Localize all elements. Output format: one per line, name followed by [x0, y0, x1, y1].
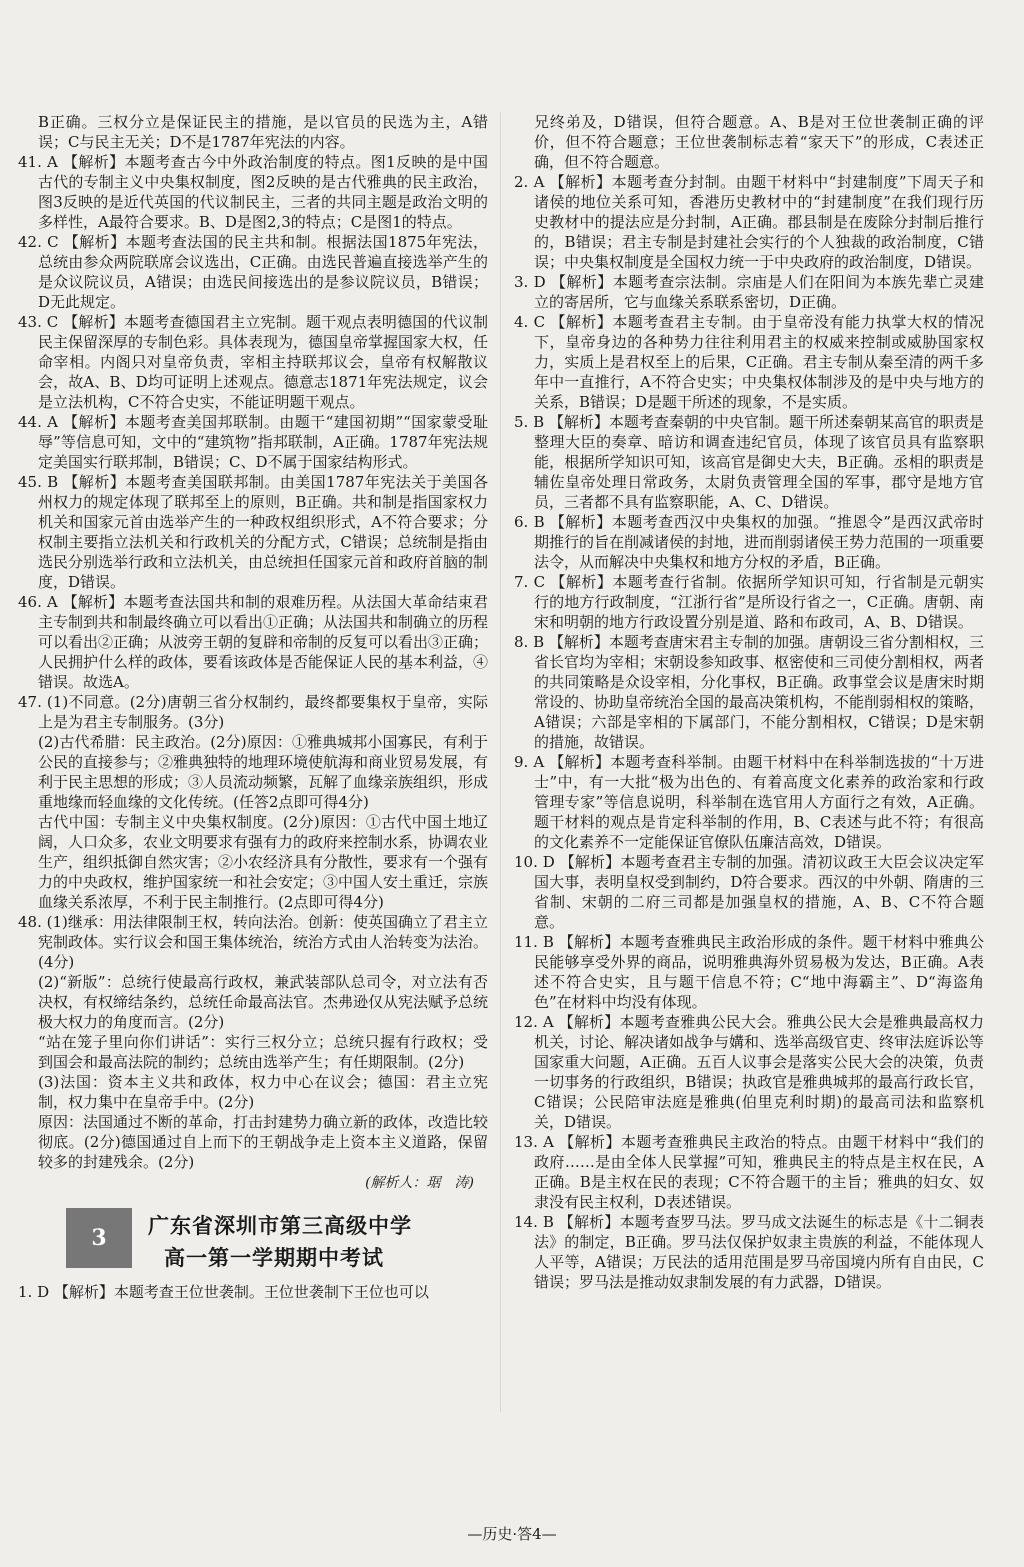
answer-48-part3: “站在笼子里向你们讲话”：实行三权分立；总统只握有行政权；受到国会和最高法院的制约；总统由选举产生；有任期限制。(2分)	[38, 1033, 488, 1071]
answer-48-part5: 原因：法国通过不断的革命，打击封建势力确立新的政体，改造比较彻底。(2分)德国通过自上而下的王朝战争走上资本主义道路，保留较多的封建残余。(2分)	[38, 1113, 489, 1171]
answer-47-part2: (2)古代希腊：民主政治。(2分)原因：①雅典城邦小国寡民，有利于公民的直接参与；②雅典独特的地理环境使航海和商业贸易发展，有利于民主思想的形成；③人员流动频繁，瓦解了血缘亲族组织，形成重地缘而轻血缘的文化传统。(任答2点即可得4分)	[38, 733, 489, 811]
page-footer: —历史·答4—	[467, 1525, 557, 1543]
section-title-line1: 广东省深圳市第三高级中学	[148, 1213, 412, 1238]
answer-44: 44. A 【解析】本题考查美国邦联制。由题干“建国初期”“国家蒙受耻辱”等信息可知，文中的“建筑物”指邦联制，A正确。1787年宪法规定美国实行联邦制，B错误；C、D不属于国家结构形式。	[18, 413, 488, 471]
column-divider	[500, 112, 501, 1412]
answer-11: 11. B 【解析】本题考查雅典民主政治形成的条件。题干材料中雅典公民能够享受外界的商品，说明雅典海外贸易极为发达，B正确。A表述不符合史实，且与题干信息不符；C“地中海霸主”、D“海盗角色”在材料中均没有体现。	[514, 933, 984, 1011]
answer-4: 4. C 【解析】本题考查君主专制。由于皇帝没有能力执掌大权的情况下，皇帝身边的各种势力往往利用君主的权威来控制或威胁国家权力，实质上是君权至上的后果，C正确。君主专制从秦至清的两千多年中一直推行，A不符合史实；中央集权体制涉及的是中央与地方的关系，B错误；D是题干所述的现象，不是实质。	[514, 313, 984, 411]
section-banner	[66, 1208, 488, 1272]
section-number: 3	[66, 1208, 132, 1268]
answer-46: 46. A 【解析】本题考查法国共和制的艰难历程。从法国大革命结束君主专制到共和制最终确立可以看出①正确；从法国共和制确立的历程可以看出②正确；从波旁王朝的复辟和帝制的反复可以看出③正确；人民拥护什么样的政体，要看该政体是否能保证人民的基本利益，④错误。故选A。	[18, 593, 489, 691]
answer-43: 43. C 【解析】本题考查德国君主立宪制。题干观点表明德国的代议制民主保留深厚的专制色彩。具体表现为，德国皇帝掌握国家大权，任命宰相。内阁只对皇帝负责，宰相主持联邦议会，皇帝有权解散议会，故A、B、D均可证明上述观点。德意志1871年宪法规定，议会是立法机构，C不符合史实，不能证明题干观点。	[18, 313, 489, 411]
answer-48-part1: 48. (1)继承：用法律限制王权，转向法治。创新：使英国确立了君主立宪制政体。实行议会和国王集体统治，统治方式由人治转变为法治。(4分)	[18, 913, 489, 971]
answer-47-part3: 古代中国：专制主义中央集权制度。(2分)原因：①古代中国土地辽阔，人口众多，农业文明要求有强有力的政府来控制水系，协调农业生产，组织抵御自然灾害；②小农经济具有分散性，要求有一个强有力的中央政权，维护国家统一和社会安定；③中国人安土重迁，宗族血缘关系浓厚，不利于民主制推行。(2点即可得4分)	[38, 813, 489, 911]
answer-5: 5. B 【解析】本题考查秦朝的中央官制。题干所述秦朝某高官的职责是整理大臣的奏章、暗访和调查违纪官员，体现了该官员具有监察职能，根据所学知识可知，该高官是御史大夫，B正确。丞相的职责是辅佐皇帝处理日常政务，太尉负责管理全国的军事，郡守是地方官员，三者都不具有监察职能，A、C、D错误。	[514, 413, 984, 511]
right-column	[514, 112, 984, 1292]
answer-3: 3. D 【解析】本题考查宗法制。宗庙是人们在阳间为本族先辈亡灵建立的寄居所，它与血缘关系联系密切，D正确。	[514, 273, 984, 311]
signature: (解析人：琚 涛)	[365, 1175, 474, 1191]
answer-10: 10. D 【解析】本题考查君主专制的加强。清初议政王大臣会议决定军国大事，表明皇权受到制约，D符合要求。西汉的中外朝、隋唐的三省制、宋朝的二府三司都是加强皇权的措施，A、B、C不符合题意。	[514, 853, 984, 931]
answer-6: 6. B 【解析】本题考查西汉中央集权的加强。“推恩令”是西汉武帝时期推行的旨在削减诸侯的封地，进而削弱诸侯王势力范围的一项重要法令，从而解决中央集权和地方分权的矛盾，B正确。	[514, 513, 985, 571]
answer-12: 12. A 【解析】本题考查雅典公民大会。雅典公民大会是雅典最高权力机关，讨论、解决诸如战争与媾和、选举高级官吏、终审法庭诉讼等国家重大问题，A正确。五百人议事会是落实公民大会的决策，负责一切事务的行政组织，B错误；执政官是雅典城邦的最高行政长官，C错误；公民陪审法庭是雅典(伯里克利时期)的最高司法和监察机关，D错误。	[514, 1013, 985, 1131]
answer-2: 2. A 【解析】本题考查分封制。由题干材料中“封建制度”下周天子和诸侯的地位关系可知，香港历史教材中的“封建制度”在我们现行历史教材中的提法应是分封制，A正确。郡县制是在废除分封制后推行的，B错误；君主专制是封建社会实行的个人独裁的政治制度，C错误；中央集权制度是全国权力统一于中央政府的政治制度，D错误。	[514, 173, 984, 271]
answer-48-part2: (2)“新版”：总统行使最高行政权，兼武装部队总司令，对立法有否决权，有权缔结条约，总统任命最高法官。杰弗逊仅从宪法赋予总统极大权力的角度而言。(2分)	[38, 973, 489, 1031]
answer-1-cont: 兄终弟及，D错误，但符合题意。A、B是对王位世袭制正确的评价，但不符合题意；王位世袭制标志着“家天下”的形成，C表述正确，但不符合题意。	[534, 113, 984, 171]
answer-9: 9. A 【解析】本题考查科举制。由题干材料中在科举制选拔的“十万进士”中，有一大批“极为出色的、有着高度文化素养的政治家和行政管理专家”等信息说明，科举制在选官用人方面行之有效，A正确。题干材料的观点是肯定科举制的作用，B、C表述与此不符；有很高的文化素养不一定能保证官僚队伍廉洁高效，D错误。	[514, 753, 984, 851]
answer-7: 7. C 【解析】本题考查行省制。依据所学知识可知，行省制是元朝实行的地方行政制度，“江浙行省”是所设行省之一，C正确。唐朝、南宋和明朝的地方行政设置分别是道、路和布政司，A、B、D错误。	[514, 573, 984, 631]
answer-1: 1. D 【解析】本题考查王位世袭制。王位世袭制下王位也可以	[18, 1283, 429, 1301]
section-title-line2: 高一第一学期期中考试	[164, 1245, 384, 1270]
answer-14: 14. B 【解析】本题考查罗马法。罗马成文法诞生的标志是《十二铜表法》的制定，B正确。罗马法仅保护奴隶主贵族的利益，不能体现人人平等，A错误；万民法的适用范围是罗马帝国境内所有自由民，C错误；罗马法是推动奴隶制发展的有力武器，D错误。	[514, 1213, 984, 1291]
answer-48-part4: (3)法国：资本主义共和政体，权力中心在议会；德国：君主立宪制，权力集中在皇帝手中。(2分)	[38, 1073, 488, 1111]
answer-42: 42. C 【解析】本题考查法国的民主共和制。根据法国1875年宪法，总统由参众两院联席会议选出，C正确。由选民普遍直接选举产生的是众议院议员，A错误；由选民间接选出的是参议院议员，B错误；D无此规定。	[18, 233, 488, 311]
answer-41: 41. A 【解析】本题考查古今中外政治制度的特点。图1反映的是中国古代的专制主义中央集权制度，图2反映的是古代雅典的民主政治，图3反映的是近代英国的代议制民主，三者的共同主题是政治文明的多样性，A最符合要求。B、D是图2,3的特点；C是图1的特点。	[18, 153, 488, 231]
left-column	[18, 112, 488, 1302]
answer-8: 8. B 【解析】本题考查唐宋君主专制的加强。唐朝设三省分割相权，三省长官均为宰相；宋朝设参知政事、枢密使和三司使分割相权，两者的共同策略是众设宰相，分化事权，B正确。政事堂会议是唐宋时期常设的、协助皇帝统治全国的最高决策机构，不能削弱相权的策略，A错误；六部是宰相的下属部门，不能分割相权，C错误；D是宋朝的措施，故错误。	[514, 633, 985, 751]
answer-13: 13. A 【解析】本题考查雅典民主政治的特点。由题干材料中“我们的政府……是由全体人民掌握”可知，雅典民主的特点是主权在民，A正确。B是主权在民的表现；C不符合题干的主旨；雅典的妇女、奴隶没有民主权利，D表述错误。	[514, 1133, 984, 1211]
answer-45: 45. B 【解析】本题考查美国联邦制。由美国1787年宪法关于美国各州权力的规定体现了联邦至上的原则，B正确。共和制是指国家权力机关和国家元首由选举产生的一种政权组织形式，A不符合要求；分权制主要指立法机关和行政机关的分配方式，C错误；总统制是指由选民分别选举行政和立法机关，由总统担任国家元首和政府首脑的制度，D错误。	[18, 473, 489, 591]
answer-47-part1: 47. (1)不同意。(2分)唐朝三省分权制约，最终都要集权于皇帝，实际上是为君主专制服务。(3分)	[18, 693, 488, 731]
paragraph: B正确。三权分立是保证民主的措施，是以官员的民选为主，A错误；C与民主无关；D不是1787年宪法的内容。	[38, 113, 488, 151]
